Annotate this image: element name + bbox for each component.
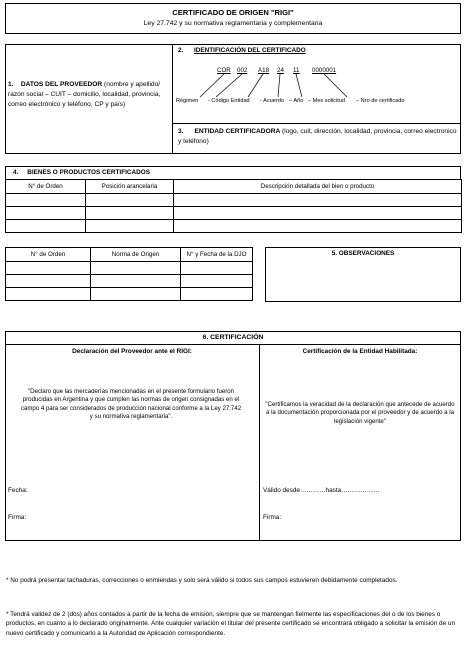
entity-certification-quote: "Certificamos la veracidad de la declaración que antecede de acuerdo a la documentación proporcionada por el proveedor y de acuerdo a la legislación vigente"	[265, 401, 455, 425]
footnote-no-erasures: * No podrá presentar tachaduras, correcciones o enmiendas y solo será válido si todos sus campos estuvieren debidamente completados.	[6, 577, 398, 584]
header-box	[5, 3, 461, 34]
arrow-number	[324, 74, 347, 97]
signature-label: Firma:	[8, 514, 27, 521]
code-label-agreement: - Acuerdo	[260, 98, 284, 104]
code-agreement: A18	[258, 67, 270, 74]
section-divider	[172, 123, 461, 124]
arrow-month	[296, 74, 302, 97]
observations-box	[265, 247, 461, 302]
arrow-agreement	[248, 74, 263, 97]
certifying-entity-title: ENTIDAD CERTIFICADORA	[194, 128, 281, 135]
code-label-year: – Año	[289, 98, 304, 104]
section-number: 1.	[8, 81, 14, 88]
supplier-data-title: DATOS DEL PROVEEDOR	[20, 81, 103, 88]
document-title: CERTIFICADO DE ORIGEN "RIGI"	[172, 8, 294, 17]
section-number: 3.	[178, 128, 184, 135]
table-row	[6, 262, 253, 275]
validity-label: Válido desde…………hasta………………	[263, 487, 380, 494]
certification-divider	[5, 344, 461, 345]
products-header-box	[5, 166, 461, 179]
section-number: 2.	[178, 47, 184, 54]
code-entity: 002	[237, 67, 248, 74]
certification-title: 6. CERTIFICACIÓN	[202, 334, 264, 341]
column-header: Posición arancelaria	[86, 180, 174, 194]
products-heading	[13, 169, 150, 177]
supplier-data-text: (nombre y apellido/ razón social – CUIT – domicilio, localidad, provincia, correo electrónico y teléfono, CP y país)	[8, 81, 161, 108]
certificate-id-heading	[178, 47, 306, 55]
document-subtitle: Ley 27.742 y su normativa reglamentaria y complementaria	[143, 20, 323, 27]
table-row	[6, 220, 462, 233]
column-header: N° de Orden	[6, 248, 91, 262]
footnote-validity: * Tendrá validez de 2 (dos) años contados a partir de la fecha de emisión, siempre que se mantengan fielmente las especificaciones del o de los bienes o productos, en cuanto a lo declarado originalmente. Ante cualquier variación el titular del presente certificado se encontrará obligado a solicitar la emisión de un nuevo certificado y comunicarlo a la Autoridad de Aplicación correspondiente.	[6, 611, 456, 637]
signature-label: Firma:	[263, 514, 282, 521]
supplier-declaration-heading: Declaración del Proveedor ante el RIGI:	[72, 348, 192, 355]
supplier-declaration-quote: "Declaro que las mercaderías mencionadas en el presente formulario fueron producidas en Argentina y que cumplen las normas de origen consignadas en el campo 4 para ser considerados de producción nacional conforme a la Ley 27.742 y su normativa reglamentaria".	[20, 388, 242, 420]
certification-box	[5, 331, 461, 541]
column-header: Norma de Origen	[91, 248, 181, 262]
code-label-entity: - Código Entidad	[208, 98, 250, 104]
table-row	[6, 207, 462, 220]
entity-certification-heading: Certificación de la Entidad Habilitada:	[302, 348, 418, 355]
arrow-year	[278, 74, 280, 97]
code-month: 11	[293, 67, 300, 74]
column-header: N° y Fecha de la DJO	[181, 248, 253, 262]
date-label: Fecha:	[8, 487, 28, 494]
code-number: 0000001	[312, 67, 337, 74]
table-row	[6, 194, 462, 207]
code-regime: COR	[217, 67, 231, 74]
certificate-id-title: IDENTIFICACIÓN DEL CERTIFICADO	[194, 47, 306, 54]
products-table	[5, 179, 462, 233]
code-year: 24	[277, 67, 284, 74]
code-label-regime: Régimen	[176, 98, 199, 104]
table-row	[6, 275, 253, 288]
section-number: 4.	[13, 169, 19, 176]
supplier-data-section	[8, 80, 168, 110]
observations-title: 5. OBSERVACIONES	[331, 250, 395, 257]
column-header: Descripción detallada del bien o producto	[174, 180, 462, 194]
code-label-month: – Mes solicitud	[308, 98, 345, 104]
column-header: N° de Orden	[6, 180, 86, 194]
certifying-entity-section	[178, 127, 458, 147]
certifying-entity-text: (logo, cuit, dirección, localidad, provincia, correo electronico y teléfono)	[178, 128, 457, 145]
origin-table	[5, 247, 253, 301]
certification-divider	[259, 344, 260, 541]
table-row	[6, 288, 253, 301]
products-title: BIENES O PRODUCTOS CERTIFICADOS	[27, 169, 150, 176]
code-label-number: – Nro de certificado	[356, 98, 405, 104]
